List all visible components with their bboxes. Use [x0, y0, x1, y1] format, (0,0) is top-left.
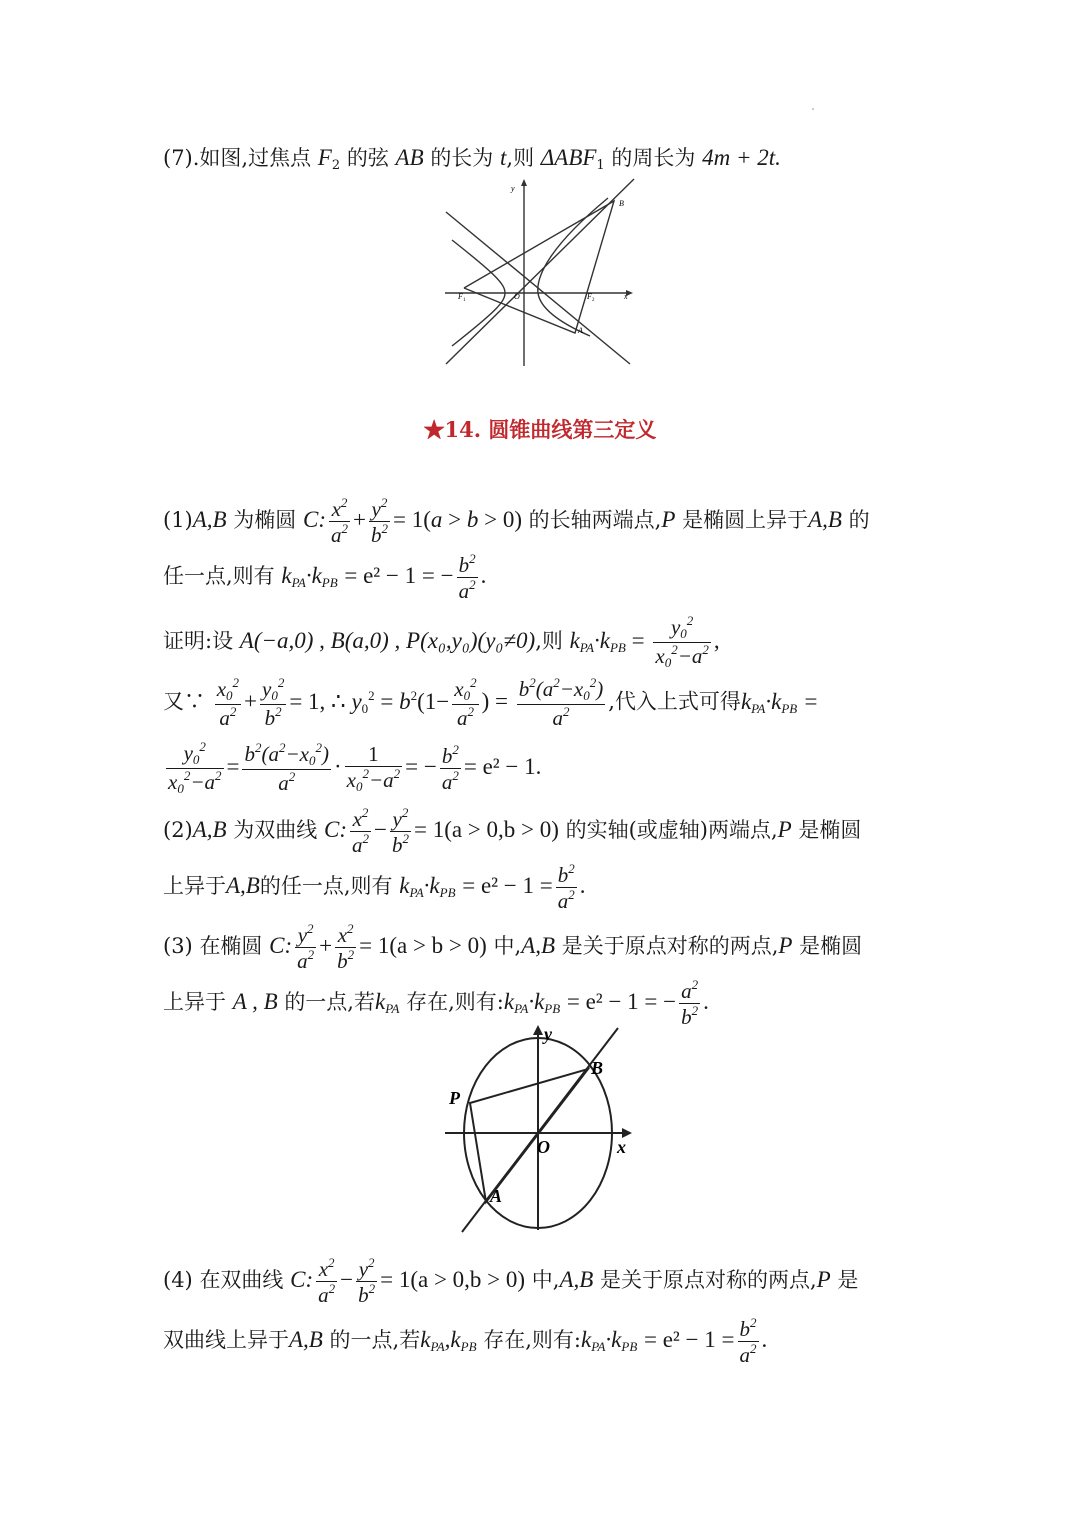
- item2-line2: 上异于A,B的任一点,则有 $k_{PA}\cdot k_{PB} = e^2 - 1$ = $\frac{b^2}{a^2}$ .: [163, 861, 586, 914]
- fig2-label-o: O: [537, 1137, 550, 1157]
- item2-line2-b: 的任一点,则有: [259, 874, 393, 899]
- item2-text-c: 是椭圆: [798, 818, 862, 843]
- item1-text-b: 为椭圆: [233, 508, 297, 533]
- fraction: $\frac{y_0^2}{x_0^2-a^2}$: [168, 739, 222, 796]
- fig2-label-x: x: [617, 1137, 626, 1157]
- right-branch: [538, 198, 608, 336]
- item1-text-d: 是椭圆上异于: [682, 508, 809, 533]
- fraction: $\frac{y^2}{b^2}$: [358, 1255, 376, 1308]
- item3-line2: 上异于 A , B 的一点,若$k_{PA}$ 存在,则有$:k_{PA}\cdot k_{PB} = e^2 - 1$ = − $\frac{a^2}{b^2}$ .: [163, 977, 709, 1030]
- fig2-label-a: A: [490, 1186, 503, 1206]
- item3-line2-b: 的一点,若: [284, 990, 375, 1015]
- item7-f2-sub: 2: [331, 158, 341, 173]
- item4-line1: (4) 在双曲线 C: $\frac{x^2}{a^2}$ − $\frac{y^2}{b^2}$ = 1(a > 0,b > 0) 中,A,B 是关于原点对称的两点,P 是: [163, 1255, 859, 1308]
- item7-triangle-sub: 1: [596, 158, 605, 173]
- item1-label: (1): [163, 508, 193, 533]
- item2-line2-eq: = e² − 1 =: [462, 873, 553, 899]
- item4-c: C:: [290, 1267, 314, 1293]
- item7-text-a: 如图,过焦点: [199, 146, 312, 170]
- item1-c: C:: [302, 507, 326, 533]
- item1-p: P: [661, 507, 676, 533]
- fig1-label-f1: F: [458, 292, 463, 301]
- item4-text-c: 是关于原点对称的两点,: [599, 1268, 817, 1293]
- item2-text-a: 为双曲线: [233, 818, 318, 843]
- fraction: $\frac{y^2}{b^2}$: [370, 495, 388, 548]
- item3-line2-vars: A , B: [232, 989, 278, 1015]
- item4-line2-vars: A,B: [289, 1327, 323, 1353]
- y-arrow: [521, 179, 527, 186]
- item3-line2-c: 存在,则有:: [406, 990, 504, 1015]
- fig2-label-b: B: [591, 1058, 604, 1078]
- fraction: $\frac{y^2}{a^2}$: [297, 921, 315, 974]
- fig1-label-y: y: [511, 184, 515, 193]
- fig1-label-f2-sub: 2: [592, 298, 595, 303]
- item2-c: C:: [323, 817, 347, 843]
- item4-text-d: 是: [837, 1268, 859, 1293]
- item2-line2-vars: A,B: [226, 873, 260, 899]
- item4-cond: = 1(a > 0,b > 0): [380, 1267, 526, 1293]
- proof-line1: 证明:设 A(−a,0) , B(a,0) , P(x₀,y₀)(y₀≠0),则 $k_{PA}\cdot k_{PB}$ = $\frac{y_0^2}{x_0^2-a^2}$ ,: [163, 613, 720, 670]
- fraction: $\frac{b^2}{a^2}$: [739, 1315, 757, 1368]
- proof-line3: $\frac{y_0^2}{x_0^2-a^2}$ = $\frac{b^2(a^2-x_0^2)}{a^2}$ · $\frac{1}{x_0^2-a^2}$ = − $\frac{b^2}{a^2}$ = e² − 1.: [168, 739, 542, 796]
- fig1-label-o: O: [514, 292, 520, 301]
- fig2-label-p: P: [449, 1088, 460, 1108]
- fraction: $\frac{y^2}{b^2}$: [391, 805, 409, 858]
- item7-text-d: ,则: [506, 146, 535, 170]
- fraction: $\frac{y_0^2}{b^2}$: [262, 675, 285, 730]
- ellipse-figure: [440, 1022, 640, 1236]
- item1-line1: (1)A,B 为椭圆 C: $\frac{x^2}{a^2}$ + $\frac{y^2}{b^2}$ = 1(a > b > 0) 的长轴两端点,P 是椭圆上异于A,B 的: [163, 495, 870, 548]
- fig2-label-y: y: [544, 1024, 552, 1044]
- speck: [812, 108, 814, 110]
- proof-text-a: 证明:设: [163, 628, 234, 653]
- fraction: $\frac{b^2(a^2-x_0^2)}{a^2}$: [244, 740, 329, 796]
- proof-final-tail: = e² − 1.: [463, 753, 542, 779]
- item2-label: (2): [163, 818, 193, 843]
- item3-label: (3): [163, 934, 193, 959]
- item3-text-d: 是椭圆: [799, 934, 863, 959]
- item1-text-f: 的: [848, 508, 870, 533]
- item4-line2-b: 的一点,若: [329, 1328, 421, 1353]
- fraction: $\frac{x_0^2}{a^2}$: [216, 675, 240, 730]
- item4-line2: 双曲线上异于A,B 的一点,若$k_{PA},k_{PB}$ 存在,则有$:k_{PA}\cdot k_{PB} = e^2 - 1$ = $\frac{b^2}{a^2}$ .: [163, 1315, 768, 1368]
- item1-text-e: A,B: [808, 507, 842, 533]
- item7-result: 4m + 2t.: [702, 145, 781, 170]
- fraction: $\frac{b^2(a^2-x_0^2)}{a^2}$: [518, 675, 604, 730]
- proof-text-b: ,则: [535, 628, 563, 653]
- fig1-label-a: A: [578, 326, 583, 335]
- fig1-label-b: B: [619, 199, 624, 208]
- item1-vars: A,B: [192, 507, 227, 533]
- item3-vars: A,B: [521, 933, 556, 959]
- item2-line1: (2)A,B 为双曲线 C: $\frac{x^2}{a^2}$ − $\frac{y^2}{b^2}$ = 1(a > 0,b > 0) 的实轴(或虚轴)两端点,P 是椭圆: [163, 805, 862, 858]
- fig1-label-f1-sub: 1: [463, 298, 466, 303]
- item4-p: P: [816, 1267, 831, 1293]
- fraction: $\frac{y_0^2}{x_0^2-a^2}$: [655, 613, 709, 670]
- proof-again-text: 又∵: [163, 689, 205, 714]
- item2-line2-a: 上异于: [163, 874, 226, 899]
- proof-again-text-b: 代入上式可得: [614, 689, 741, 714]
- item4-line2-a: 双曲线上异于: [163, 1328, 289, 1353]
- item3-text-b: 中,: [493, 934, 522, 959]
- asymptote-2: [446, 179, 634, 364]
- item7-f2: F: [317, 145, 332, 170]
- item4-label: (4): [163, 1268, 193, 1293]
- item7-ab: AB: [395, 145, 424, 170]
- item7-triangle: ΔABF: [540, 145, 597, 170]
- proof-points: A(−a,0) , B(a,0) , P(x₀,y₀)(y₀≠0): [239, 627, 536, 653]
- fraction: $\frac{a^2}{b^2}$: [681, 977, 699, 1030]
- item3-cond: = 1(a > b > 0): [359, 933, 487, 959]
- item1-line2-eq: = e² − 1 = −: [344, 563, 454, 589]
- item3-line2-a: 上异于: [163, 990, 226, 1015]
- item4-text-b: 中,: [531, 1268, 560, 1293]
- fraction: $\frac{b^2}{a^2}$: [557, 861, 575, 914]
- section-title: ★14. 圆锥曲线第三定义: [423, 417, 657, 442]
- item7-text-c: 的长为: [430, 146, 494, 170]
- fraction: $\frac{x^2}{a^2}$: [318, 1255, 336, 1308]
- item7-line: [163, 146, 781, 172]
- item4-line2-c: 存在,则有:: [483, 1328, 581, 1353]
- item4-line2-eq: = e² − 1 =: [643, 1327, 735, 1353]
- item2-vars: A,B: [192, 817, 227, 843]
- item4-vars: A,B: [559, 1267, 594, 1293]
- item3-text-a: 在椭圆: [199, 934, 263, 959]
- item7-t: t: [500, 145, 507, 170]
- fraction: $\frac{x^2}{a^2}$: [330, 495, 348, 548]
- proof-line2: 又∵ $\frac{x_0^2}{a^2}$ + $\frac{y_0^2}{b^2}$ = 1, ∴ $y_0^2 = b^2(1-$ $\frac{x_0^2}{a^2}$ ) = $\frac{b^2(a^2-x_0^2)}{a^2}$ ,代入上式可得$k_{PA}\cdot k_{PB}$ =: [163, 675, 819, 730]
- item1-line2: 任一点,则有 $k_{PA}\cdot k_{PB} = e^2 - 1$ = − $\frac{b^2}{a^2}$ .: [163, 551, 487, 604]
- item7-text-e: 的周长为: [611, 146, 696, 170]
- fraction: $\frac{x^2}{a^2}$: [351, 805, 369, 858]
- fig1-label-f2: F: [587, 292, 592, 301]
- item7-label: (7).: [163, 146, 200, 170]
- item4-text-a: 在双曲线: [199, 1268, 284, 1293]
- fraction: $\frac{1}{x_0^2-a^2}$: [346, 741, 401, 795]
- item3-line2-eq: = e² − 1 = −: [566, 989, 677, 1015]
- item3-p: P: [778, 933, 793, 959]
- hyperbola-figure: [440, 176, 640, 368]
- item1-line2-text: 任一点,则有: [163, 564, 275, 589]
- item2-cond: = 1(a > 0,b > 0): [413, 817, 559, 843]
- item2-p: P: [777, 817, 792, 843]
- fraction: $\frac{b^2}{a^2}$: [458, 551, 476, 604]
- fraction: $\frac{x^2}{b^2}$: [337, 921, 355, 974]
- item3-c: C:: [269, 933, 293, 959]
- fraction: $\frac{x_0^2}{a^2}$: [454, 675, 477, 730]
- item1-text-c: 的长轴两端点,: [528, 508, 662, 533]
- item7-text-b: 的弦: [346, 146, 389, 170]
- y-arrow: [533, 1025, 543, 1035]
- item3-line1: (3) 在椭圆 C: $\frac{y^2}{a^2}$ + $\frac{x^2}{b^2}$ = 1(a > b > 0) 中,A,B 是关于原点对称的两点,P 是椭圆: [163, 921, 863, 974]
- fig1-label-x: x: [624, 292, 628, 301]
- fraction: $\frac{b^2}{a^2}$: [441, 741, 459, 794]
- item2-text-b: 的实轴(或虚轴)两端点,: [565, 818, 778, 843]
- item3-text-c: 是关于原点对称的两点,: [561, 934, 779, 959]
